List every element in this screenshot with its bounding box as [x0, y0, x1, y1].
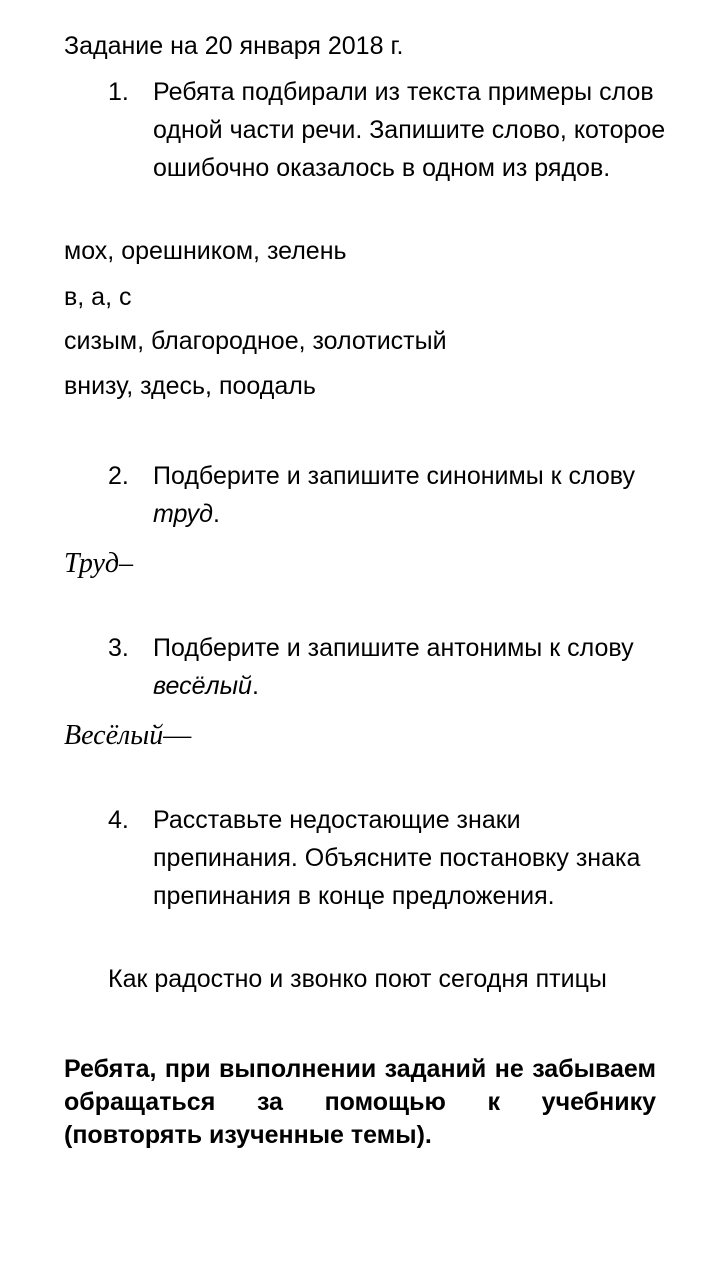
- task-3-text-before: Подберите и запишите антонимы к слову: [153, 634, 634, 662]
- task-2-number: 2.: [108, 462, 129, 490]
- task-3-text: [153, 629, 668, 705]
- task-3-answer-label: Весёлый: [64, 720, 164, 751]
- task-3-number: 3.: [108, 634, 129, 662]
- task-1: [108, 73, 668, 187]
- task-1-row-3: сизым, благородное, золотистый: [64, 327, 447, 355]
- task-2-word: труд: [153, 500, 213, 528]
- footer-note: Ребята, при выполнении заданий не забываем обращаться за помощью к учебнику (повторять изученные темы).: [64, 1055, 656, 1149]
- task-2-answer-dash: –: [119, 548, 134, 579]
- task-2: [108, 457, 668, 533]
- task-4: [108, 801, 668, 915]
- task-1-row-4: внизу, здесь, поодаль: [64, 372, 316, 400]
- task-4-sentence: Как радостно и звонко поют сегодня птицы: [108, 965, 607, 993]
- task-3-text-after: .: [251, 672, 259, 700]
- task-2-answer-label: Труд: [64, 548, 120, 579]
- task-3-answer-dash: —: [163, 720, 192, 751]
- task-4-number: 4.: [108, 806, 129, 834]
- task-1-row-2: в, а, с: [64, 283, 132, 311]
- task-2-answer-line: [64, 545, 133, 583]
- task-2-text-before: Подберите и запишите синонимы к слову: [153, 462, 635, 490]
- task-1-text: Ребята подбирали из текста примеры слов одной части речи. Запишите слово, которое ошибочно оказалось в одном из рядов.: [153, 78, 666, 182]
- task-2-text: [153, 457, 668, 533]
- task-3-answer-line: [64, 717, 191, 755]
- task-1-number: 1.: [108, 78, 129, 106]
- page-title: Задание на 20 января 2018 г.: [64, 32, 404, 60]
- task-1-row-1: мох, орешником, зелень: [64, 237, 347, 265]
- task-3-word: весёлый: [153, 672, 252, 700]
- task-4-text: Расставьте недостающие знаки препинания. Объясните постановку знака препинания в конце предложения.: [153, 806, 641, 910]
- task-2-text-after: .: [212, 500, 220, 528]
- task-3: [108, 629, 668, 705]
